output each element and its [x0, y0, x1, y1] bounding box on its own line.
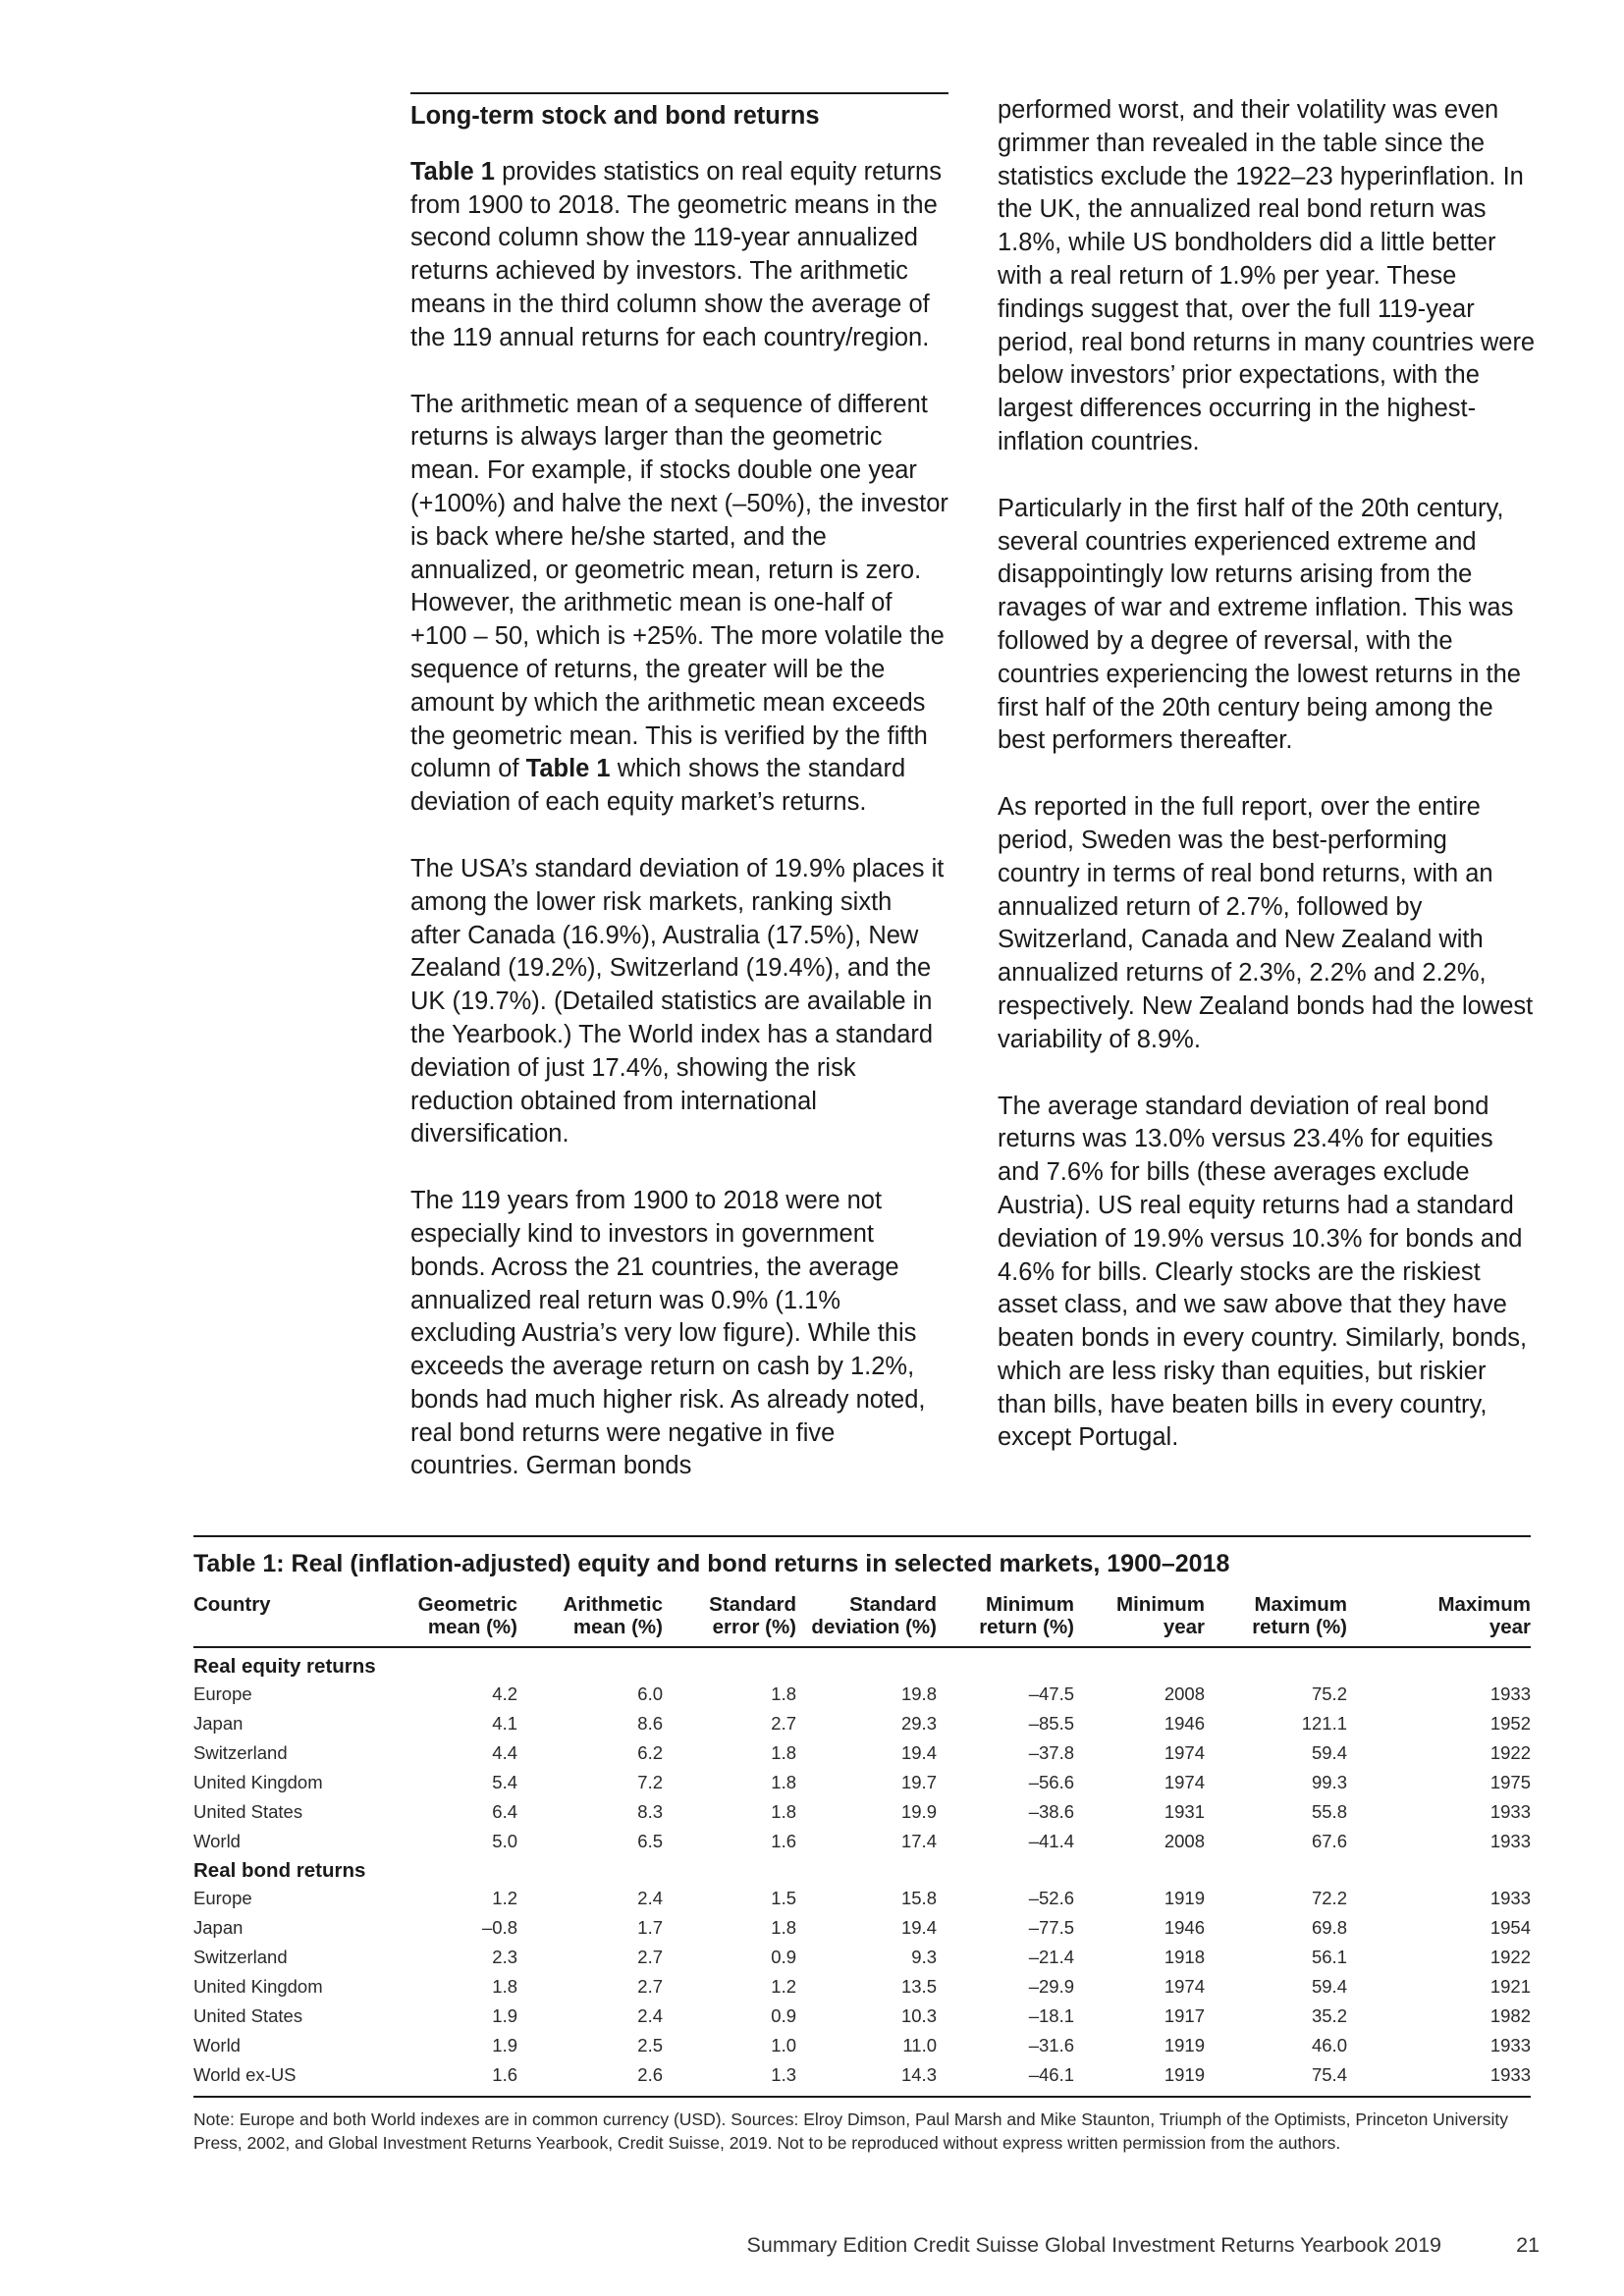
value-cell: 99.3 — [1311, 1772, 1347, 1792]
value-cell: 1.0 — [771, 2035, 796, 2056]
value-cell: 2.3 — [492, 1947, 517, 1967]
table-row — [193, 2002, 1531, 2031]
value-cell: 13.5 — [900, 1976, 937, 1997]
returns-table — [193, 1590, 1531, 2098]
value-cell: 19.7 — [900, 1772, 937, 1792]
column-header-line: deviation (%) — [811, 1615, 937, 1638]
table-row — [193, 1738, 1531, 1768]
table-row — [193, 2031, 1531, 2060]
value-cell: 1954 — [1489, 1917, 1531, 1938]
value-cell: –52.6 — [1028, 1888, 1074, 1908]
column-header — [796, 1590, 937, 1647]
value-cell: 17.4 — [900, 1831, 937, 1851]
paragraph-4: The 119 years from 1900 to 2018 were not especially kind to investors in government bonds. Across the 21 countries, the average annualized real return was 0.9% (1.1% excluding Austria’s very low figure). While this exceeds the average return on cash by 1.2%, bonds had much higher risk. As already noted, real bond returns were negative in five countries. German bonds — [410, 1187, 926, 1480]
country-cell: Europe — [193, 1888, 252, 1908]
value-cell: 121.1 — [1301, 1713, 1347, 1734]
group-label: Real equity returns — [193, 1655, 376, 1678]
value-cell: 46.0 — [1311, 2035, 1347, 2056]
table-row — [193, 2060, 1531, 2097]
value-cell: 1.7 — [637, 1917, 663, 1938]
value-cell: 75.4 — [1205, 2060, 1347, 2097]
value-cell: 8.3 — [637, 1801, 663, 1822]
value-cell: 1.9 — [492, 2035, 517, 2056]
table-row — [193, 1943, 1531, 1972]
value-cell: 1933 — [1489, 1831, 1531, 1851]
value-cell: 1918 — [1164, 1947, 1205, 1967]
column-header-line: Country — [193, 1593, 271, 1616]
value-cell: 2.7 — [637, 1976, 663, 1997]
paragraph-1 — [410, 156, 948, 355]
column-header-line: return (%) — [979, 1615, 1074, 1638]
value-cell: 4.4 — [492, 1742, 517, 1763]
column-header-line: Minimum — [986, 1593, 1074, 1616]
value-cell: 6.5 — [637, 1831, 663, 1851]
country-cell: World — [193, 1831, 241, 1851]
table-title: Table 1: Real (inflation-adjusted) equity and bond returns in selected markets, 1900–2018 — [193, 1535, 1531, 1580]
value-cell: 4.2 — [492, 1683, 517, 1704]
value-cell: 1.8 — [771, 1742, 796, 1763]
value-cell: 35.2 — [1311, 2005, 1347, 2026]
paragraph-3: The USA’s standard deviation of 19.9% places it among the lower risk markets, ranking sixth after Canada (16.9%), Australia (17.5%), New Zealand (19.2%), Switzerland (19.4%), and the UK (19.7%). (Detailed statistics are available in the Yearbook.) The World index has a standard deviation of just 17.4%, showing the risk reduction obtained from international diversification. — [410, 854, 945, 1148]
table-group-header — [193, 1647, 1531, 1680]
paragraph-text: The arithmetic mean of a sequence of different returns is always larger than the geometric mean. For example, if stocks double one year (+100%) and halve the next (–50%), the investor is back where he/she started, and the annualized, or geometric mean, return is zero. However, the arithmetic mean is one-half of +100 – 50, which is +25%. The more volatile the sequence of returns, the greater will be the amount by which the arithmetic mean exceeds the geometric mean. This is verified by the fifth column of — [410, 390, 948, 783]
value-cell: 1.8 — [771, 1772, 796, 1792]
value-cell: 1917 — [1164, 2005, 1205, 2026]
column-header-line: Geometric — [417, 1593, 517, 1616]
paragraph-text: provides statistics on real equity returns from 1900 to 2018. The geometric means in the second column show the 119-year annualized returns achieved by investors. The arithmetic means in the third column show the average of the 119 annual returns for each country/region. — [410, 157, 942, 351]
value-cell: 5.4 — [492, 1772, 517, 1792]
value-cell: 75.2 — [1311, 1683, 1347, 1704]
column-header-line: Arithmetic — [563, 1593, 663, 1616]
value-cell: 1.8 — [771, 1917, 796, 1938]
value-cell: 1974 — [1164, 1772, 1205, 1792]
value-cell: 8.6 — [637, 1713, 663, 1734]
country-cell: United Kingdom — [193, 1772, 323, 1792]
value-cell: 2.6 — [517, 2060, 663, 2097]
table-row — [193, 1884, 1531, 1913]
value-cell: 11.0 — [902, 2035, 937, 2056]
value-cell: 7.2 — [637, 1772, 663, 1792]
value-cell: –77.5 — [1028, 1917, 1074, 1938]
value-cell: 2.7 — [637, 1947, 663, 1967]
group-label: Real bond returns — [193, 1859, 366, 1882]
value-cell: –31.6 — [1028, 2035, 1074, 2056]
value-cell: 59.4 — [1311, 1976, 1347, 1997]
column-header — [375, 1590, 517, 1647]
value-cell: 10.3 — [900, 2005, 937, 2026]
value-cell: 1919 — [1164, 2035, 1205, 2056]
value-cell: 29.3 — [900, 1713, 937, 1734]
country-cell: United States — [193, 1801, 303, 1822]
value-cell: 2.4 — [637, 1888, 663, 1908]
column-header-line: return (%) — [1252, 1615, 1347, 1638]
column-header-line: mean (%) — [427, 1615, 517, 1638]
table-row — [193, 1827, 1531, 1856]
paragraph-5: performed worst, and their volatility was even grimmer than revealed in the table since the statistics exclude the 1922–23 hyperinflation. In the UK, the annualized real bond return was 1.8%, while US bondholders did a little better with a real return of 1.9% per year. These findings suggest that, over the full 119-year period, real bond returns in many countries were below investors’ prior expectations, with the largest differences occurring in the highest-inflation countries. — [998, 96, 1536, 455]
value-cell: 1933 — [1489, 2035, 1531, 2056]
country-cell: World ex-US — [193, 2060, 375, 2097]
value-cell: 1933 — [1489, 1801, 1531, 1822]
value-cell: 56.1 — [1311, 1947, 1347, 1967]
value-cell: 4.1 — [492, 1713, 517, 1734]
column-header — [937, 1590, 1074, 1647]
column-header-line: Standard — [709, 1593, 796, 1616]
value-cell: 0.9 — [771, 2005, 796, 2026]
paragraph-8: The average standard deviation of real bond returns was 13.0% versus 23.4% for equities and 7.6% for bills (these averages exclude Austria). US real equity returns had a standard deviation of 19.9% versus 10.3% for bonds and 4.6% for bills. Clearly stocks are the riskiest asset class, and we saw above that they have beaten bonds in every country. Similarly, bonds, which are less risky than equities, but riskier than bills, have beaten bills in every country, except Portugal. — [998, 1092, 1528, 1452]
value-cell: 1.3 — [663, 2060, 796, 2097]
value-cell: –46.1 — [937, 2060, 1074, 2097]
paragraph-2 — [410, 389, 948, 820]
value-cell: 59.4 — [1311, 1742, 1347, 1763]
value-cell: 1946 — [1164, 1917, 1205, 1938]
value-cell: 1974 — [1164, 1742, 1205, 1763]
value-cell: 1.2 — [771, 1976, 796, 1997]
value-cell: 1919 — [1074, 2060, 1205, 2097]
table-header-row — [193, 1590, 1531, 1647]
column-header-line: Minimum — [1116, 1593, 1205, 1616]
column-header-line: mean (%) — [572, 1615, 663, 1638]
column-header-line: Standard — [849, 1593, 937, 1616]
table-row — [193, 1972, 1531, 2002]
country-cell: Switzerland — [193, 1947, 288, 1967]
value-cell: 2.4 — [637, 2005, 663, 2026]
table-note: Note: Europe and both World indexes are in common currency (USD). Sources: Elroy Dimson, Paul Marsh and Mike Staunton, Triumph of the Optimists, Princeton University Press, 2002, and Global Investment Returns Yearbook, Credit Suisse, 2019. Not to be reproduced without express written permission from the authors. — [193, 2109, 1508, 2153]
value-cell: 1921 — [1489, 1976, 1531, 1997]
value-cell: 1.8 — [771, 1683, 796, 1704]
value-cell: 1.6 — [375, 2060, 517, 2097]
value-cell: 1.8 — [771, 1801, 796, 1822]
value-cell: –37.8 — [1028, 1742, 1074, 1763]
value-cell: 6.2 — [637, 1742, 663, 1763]
country-cell: Japan — [193, 1917, 244, 1938]
value-cell: 67.6 — [1311, 1831, 1347, 1851]
table-row — [193, 1797, 1531, 1827]
column-header-line: error (%) — [712, 1615, 796, 1638]
value-cell: 1975 — [1489, 1772, 1531, 1792]
footer-text: Summary Edition Credit Suisse Global Investment Returns Yearbook 2019 — [746, 2233, 1441, 2257]
value-cell: 14.3 — [796, 2060, 937, 2097]
column-header — [1347, 1590, 1531, 1647]
value-cell: 1.8 — [492, 1976, 517, 1997]
value-cell: –47.5 — [1028, 1683, 1074, 1704]
value-cell: 1933 — [1489, 1888, 1531, 1908]
value-cell: 1974 — [1164, 1976, 1205, 1997]
column-header — [517, 1590, 663, 1647]
value-cell: 1946 — [1164, 1713, 1205, 1734]
value-cell: –21.4 — [1028, 1947, 1074, 1967]
value-cell: 1933 — [1489, 1683, 1531, 1704]
column-header-line: year — [1489, 1615, 1531, 1638]
value-cell: 6.4 — [492, 1801, 517, 1822]
table-reference: Table 1 — [525, 755, 611, 783]
value-cell: 1.5 — [771, 1888, 796, 1908]
column-header — [1074, 1590, 1205, 1647]
value-cell: 1.9 — [492, 2005, 517, 2026]
table-group-header — [193, 1856, 1531, 1884]
paragraph-text: which shows the standard deviation of each equity market’s returns. — [410, 755, 906, 817]
column-header — [193, 1590, 375, 1647]
value-cell: 1.6 — [771, 1831, 796, 1851]
value-cell: –18.1 — [1028, 2005, 1074, 2026]
value-cell: 1931 — [1164, 1801, 1205, 1822]
value-cell: 5.0 — [492, 1831, 517, 1851]
table-row — [193, 1768, 1531, 1797]
paragraph-6: Particularly in the first half of the 20th century, several countries experienced extreme and disappointingly low returns arising from the ravages of war and extreme inflation. This was followed by a degree of reversal, with the countries experiencing the lowest returns in the first half of the 20th century being among the best performers thereafter. — [998, 494, 1521, 755]
value-cell: 55.8 — [1311, 1801, 1347, 1822]
left-text-column — [410, 92, 948, 1517]
value-cell: 9.3 — [911, 1947, 937, 1967]
value-cell: 19.4 — [900, 1742, 937, 1763]
column-header-line: Maximum — [1254, 1593, 1347, 1616]
value-cell: 1933 — [1347, 2060, 1531, 2097]
value-cell: –29.9 — [1028, 1976, 1074, 1997]
value-cell: –56.6 — [1028, 1772, 1074, 1792]
country-cell: World — [193, 2035, 241, 2056]
country-cell: United States — [193, 2005, 303, 2026]
table-row — [193, 1913, 1531, 1943]
value-cell: –0.8 — [481, 1917, 517, 1938]
section-title: Long-term stock and bond returns — [410, 102, 820, 130]
value-cell: 2.7 — [771, 1713, 796, 1734]
value-cell: 1982 — [1489, 2005, 1531, 2026]
value-cell: 72.2 — [1311, 1888, 1347, 1908]
value-cell: 1952 — [1489, 1713, 1531, 1734]
value-cell: 1922 — [1489, 1947, 1531, 1967]
value-cell: 1.2 — [492, 1888, 517, 1908]
country-cell: Switzerland — [193, 1742, 288, 1763]
column-header — [1205, 1590, 1347, 1647]
value-cell: 69.8 — [1311, 1917, 1347, 1938]
country-cell: Europe — [193, 1683, 252, 1704]
value-cell: –85.5 — [1028, 1713, 1074, 1734]
value-cell: 19.4 — [900, 1917, 937, 1938]
value-cell: –38.6 — [1028, 1801, 1074, 1822]
table-reference: Table 1 — [410, 157, 495, 186]
column-header-line: Maximum — [1437, 1593, 1531, 1616]
value-cell: 1919 — [1164, 1888, 1205, 1908]
page-number: 21 — [1516, 2233, 1540, 2257]
value-cell: 2008 — [1164, 1683, 1205, 1704]
country-cell: Japan — [193, 1713, 244, 1734]
value-cell: –41.4 — [1028, 1831, 1074, 1851]
value-cell: 19.8 — [900, 1683, 937, 1704]
paragraph-7: As reported in the full report, over the entire period, Sweden was the best-performing country in terms of real bond returns, with an annualized return of 2.7%, followed by Switzerland, Canada and New Zealand with annualized returns of 2.3%, 2.2% and 2.2%, respectively. New Zealand bonds had the lowest variability of 8.9%. — [998, 793, 1534, 1053]
value-cell: 2.5 — [637, 2035, 663, 2056]
column-header — [663, 1590, 796, 1647]
table-row — [193, 1680, 1531, 1709]
value-cell: 0.9 — [771, 1947, 796, 1967]
value-cell: 19.9 — [900, 1801, 937, 1822]
table-row — [193, 1709, 1531, 1738]
value-cell: 1922 — [1489, 1742, 1531, 1763]
value-cell: 15.8 — [900, 1888, 937, 1908]
right-text-column — [998, 94, 1536, 1488]
value-cell: 2008 — [1164, 1831, 1205, 1851]
value-cell: 6.0 — [637, 1683, 663, 1704]
country-cell: United Kingdom — [193, 1976, 323, 1997]
returns-table-section — [193, 1535, 1531, 2155]
column-header-line: year — [1163, 1615, 1205, 1638]
